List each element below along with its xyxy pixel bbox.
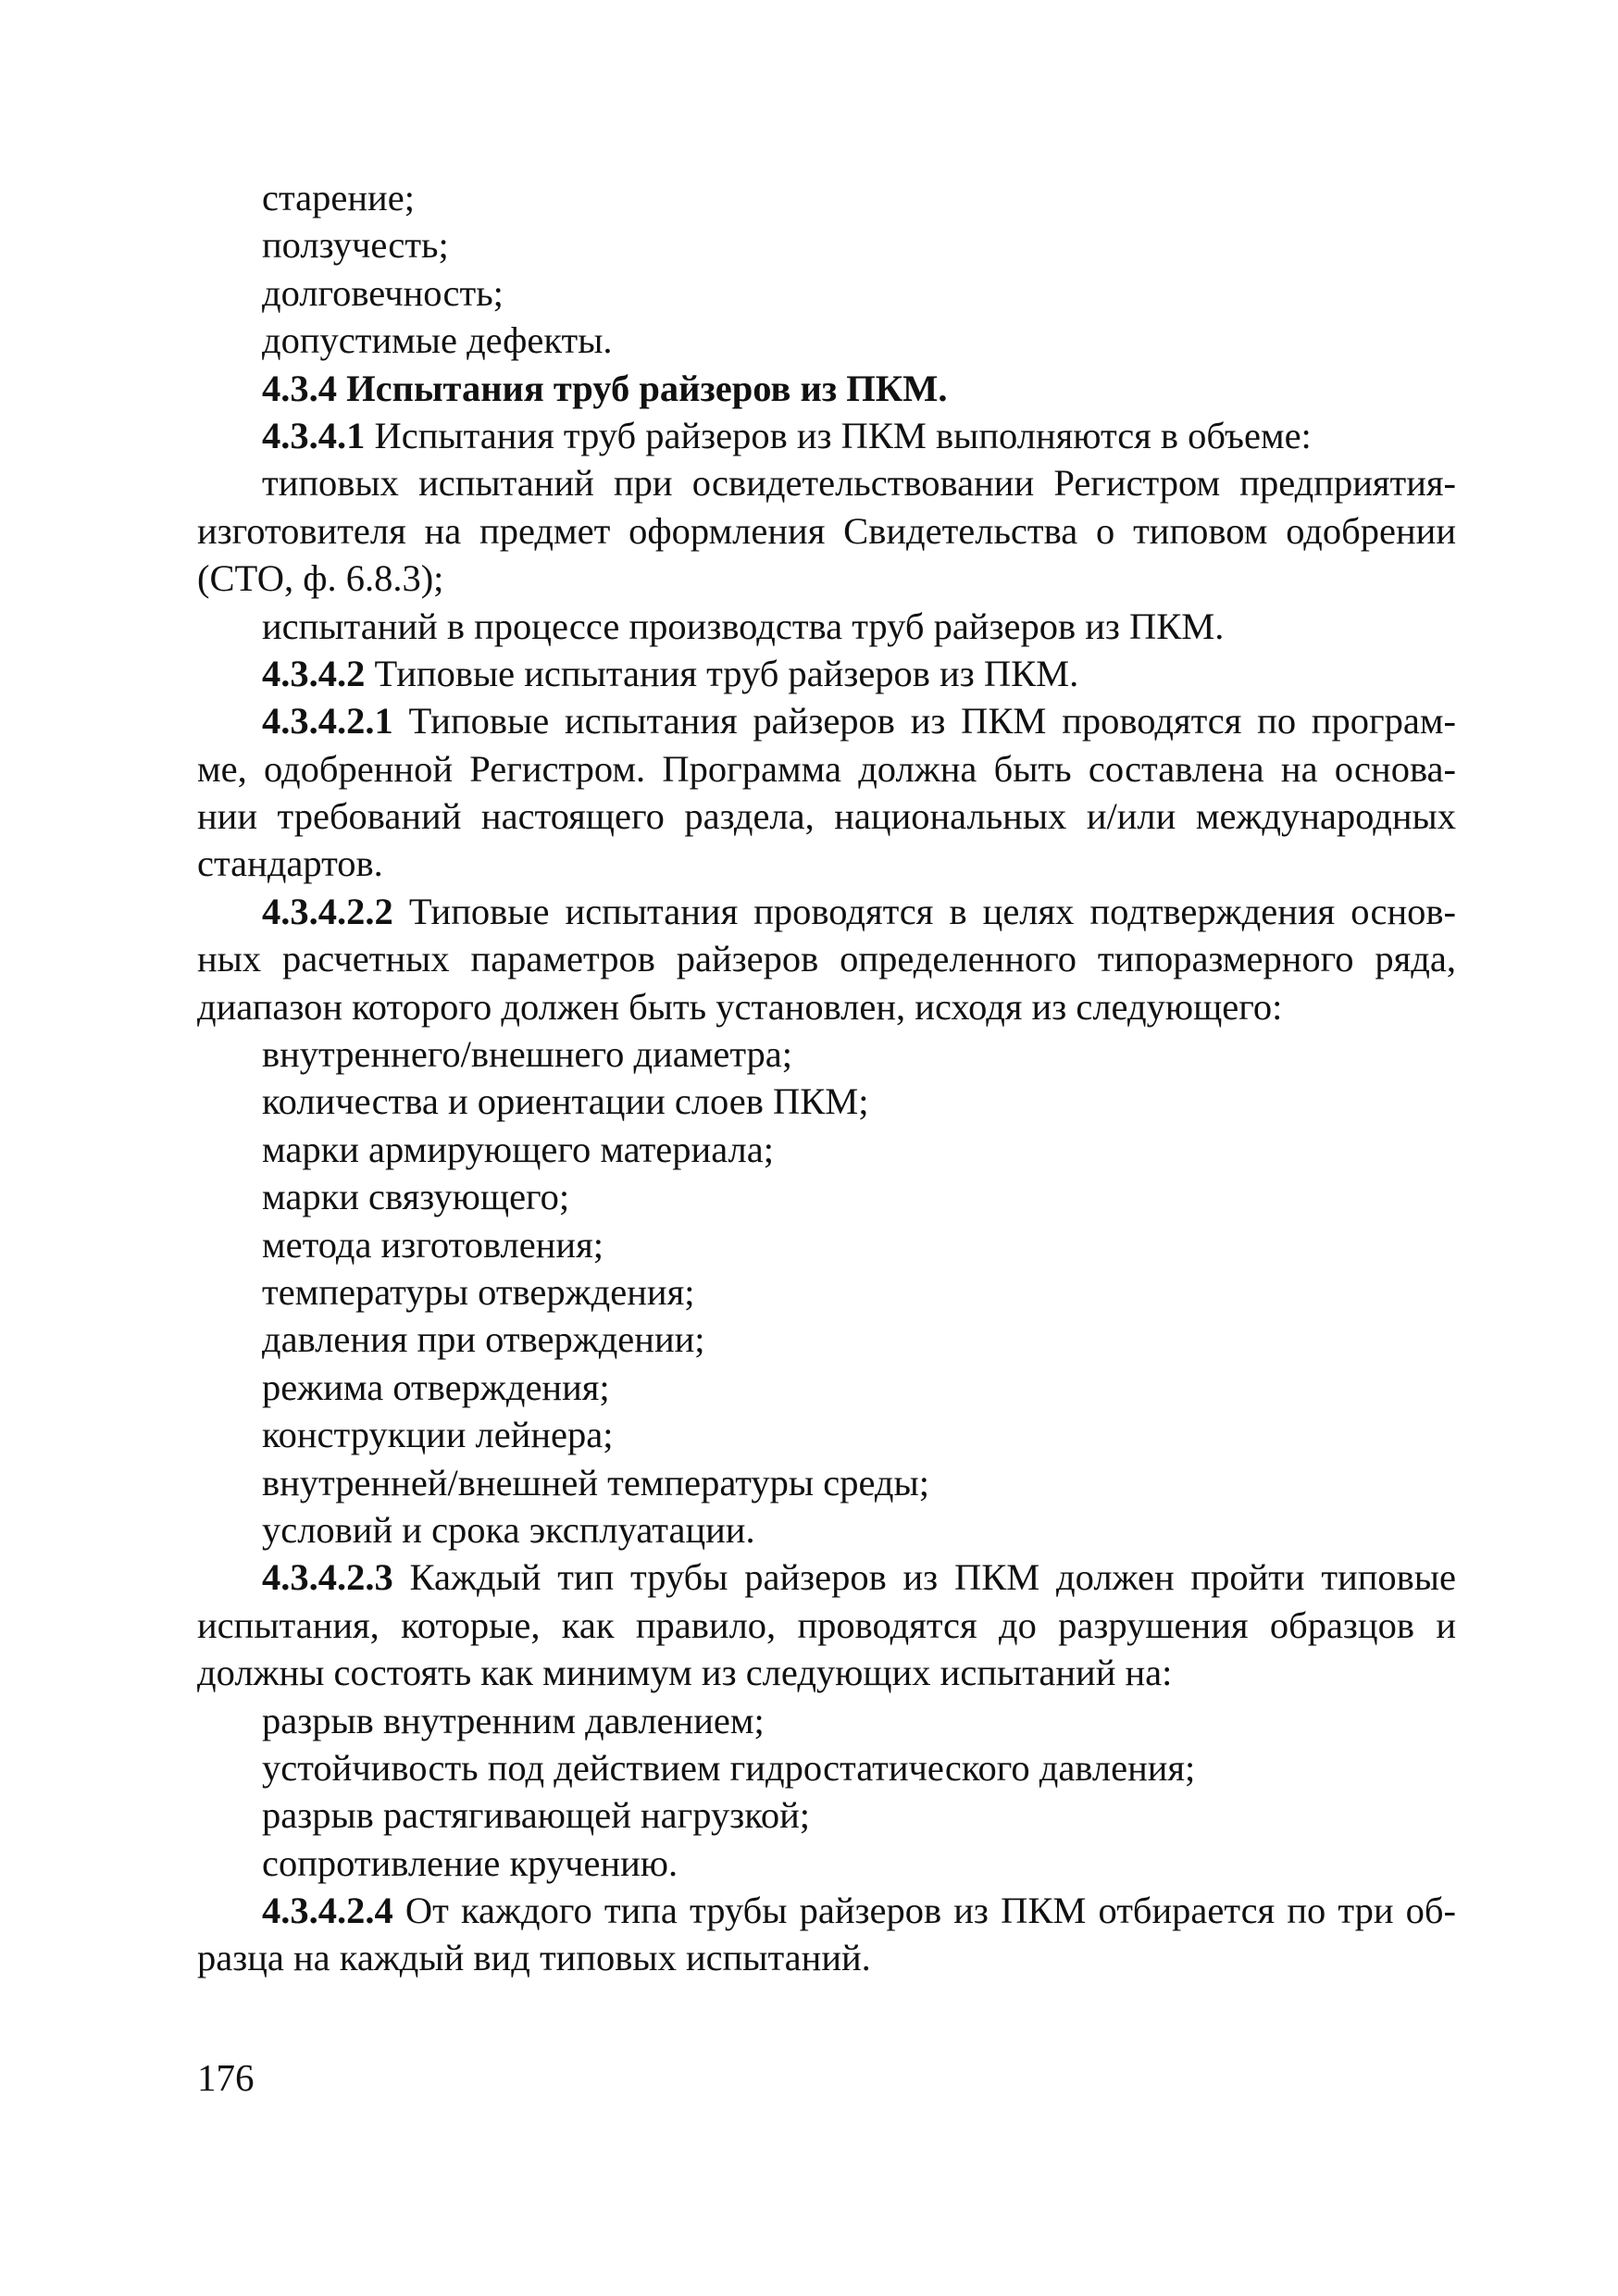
text-line: испытания, которые, как правило, проводятся до разрушения образцов и xyxy=(197,1603,1456,1646)
text-line: диапазон которого должен быть установлен, исходя из следующего: xyxy=(197,985,1283,1028)
clause-number: 4.3.4.2 xyxy=(262,652,366,694)
paragraph-4-3-4-2-2 xyxy=(197,888,1456,1030)
clause-number: 4.3.4.2.2 xyxy=(262,890,393,932)
list-item: внутреннего/внешнего диаметра; xyxy=(262,1033,793,1076)
clause-number: 4.3.4.2.4 xyxy=(262,1890,393,1932)
section-heading: 4.3.4 Испытания труб райзеров из ПКМ. xyxy=(262,367,948,409)
list-item: метода изготовления; xyxy=(262,1223,604,1266)
clause-number: 4.3.4.2.3 xyxy=(262,1556,393,1599)
clause-number: 4.3.4.1 xyxy=(262,414,366,456)
paragraph-text: Типовые испытания труб райзеров из ПКМ. xyxy=(365,652,1079,694)
text-line: (СТО, ф. 6.8.3); xyxy=(197,557,444,600)
list-item: конструкции лейнера; xyxy=(262,1414,614,1456)
list-item: количества и ориентации слоев ПКМ; xyxy=(262,1080,869,1123)
paragraph-text: Испытания труб райзеров из ПКМ выполняются в объеме: xyxy=(365,414,1312,456)
paragraph-4-3-4-2 xyxy=(197,650,1456,697)
list-item: допустимые дефекты. xyxy=(262,319,613,362)
paragraph-text: Типовые испытания проводятся в целях подтверждения основ- xyxy=(392,890,1456,932)
list-item: старение; xyxy=(262,177,415,218)
list-item: температуры отверждения; xyxy=(262,1270,695,1313)
text-line: стандартов. xyxy=(197,842,383,885)
list-item: режима отверждения; xyxy=(262,1366,610,1408)
text-line: ме, одобренной Регистром. Программа должна быть составлена на основа- xyxy=(197,747,1456,790)
list-item: давления при отверждении; xyxy=(262,1318,705,1361)
list-item: испытаний в процессе производства труб райзеров из ПКМ. xyxy=(262,605,1225,647)
text-line xyxy=(197,888,1456,935)
page-body xyxy=(197,174,1456,1982)
list-item: внутренней/внешней температуры среды; xyxy=(262,1461,929,1504)
list-item: марки связующего; xyxy=(262,1176,570,1218)
text-line: нии требований настоящего раздела, национальных и/или международных xyxy=(197,795,1456,838)
list-item: марки армирующего материала; xyxy=(262,1128,774,1170)
paragraph-4-3-4-1 xyxy=(197,412,1456,459)
list-item: ползучесть; xyxy=(262,224,449,267)
paragraph-4-3-4-2-3 xyxy=(197,1554,1456,1696)
text-line: должны состоять как минимум из следующих испытаний на: xyxy=(197,1652,1173,1694)
paragraph-text: Каждый тип трубы райзеров из ПКМ должен пройти типовые xyxy=(392,1556,1456,1599)
list-item: долговечность; xyxy=(262,271,504,314)
text-line: разца на каждый вид типовых испытаний. xyxy=(197,1937,871,1979)
text-line: типовых испытаний при освидетельствовании Регистром предприятия- xyxy=(262,462,1456,505)
list-item: разрыв растягивающей нагрузкой; xyxy=(262,1794,811,1837)
text-line xyxy=(197,1887,1456,1934)
paragraph-text: От каждого типа трубы райзеров из ПКМ отбирается по три об- xyxy=(392,1890,1456,1932)
clause-number: 4.3.4.2.1 xyxy=(262,700,393,742)
page-number: 176 xyxy=(197,2056,255,2099)
text-line: изготовителя на предмет оформления Свидетельства о типовом одобрении xyxy=(197,509,1456,552)
list-item xyxy=(197,459,1456,602)
list-item: условий и срока эксплуатации. xyxy=(262,1508,755,1551)
text-line xyxy=(197,697,1456,744)
paragraph-text: Типовые испытания райзеров из ПКМ проводятся по програм- xyxy=(392,700,1456,742)
paragraph-4-3-4-2-1 xyxy=(197,697,1456,888)
paragraph-4-3-4-2-4 xyxy=(197,1887,1456,1982)
list-item: сопротивление кручению. xyxy=(262,1841,678,1884)
list-item: разрыв внутренним давлением; xyxy=(262,1699,765,1741)
text-line: ных расчетных параметров райзеров определенного типоразмерного ряда, xyxy=(197,938,1456,980)
text-line xyxy=(197,1554,1456,1601)
list-item: устойчивость под действием гидростатического давления; xyxy=(262,1746,1196,1789)
